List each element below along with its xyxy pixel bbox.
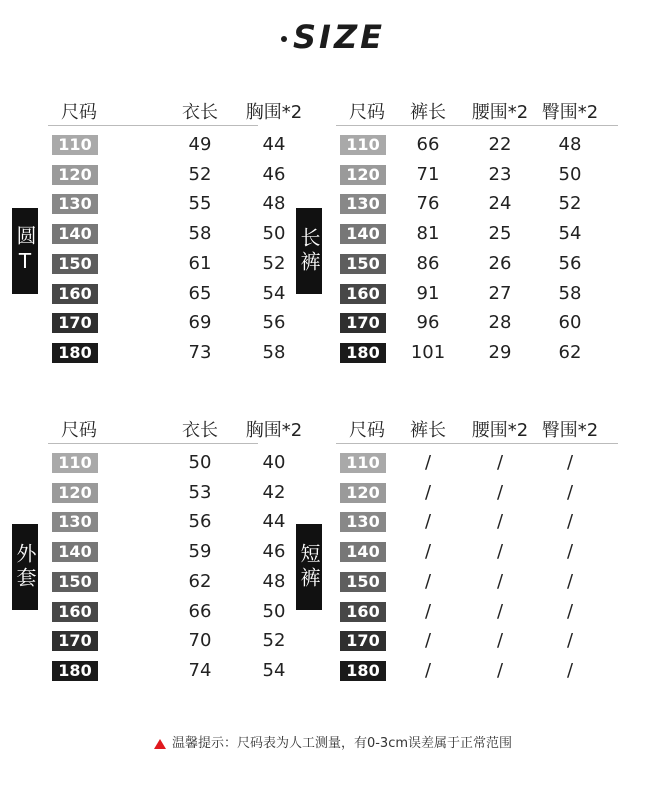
- size-badge: 130: [52, 194, 98, 214]
- note-text: 温馨提示：尺码表为人工测量，有0-3cm误差属于正常范围: [171, 736, 513, 751]
- column-header: 胸围*2: [245, 102, 303, 123]
- header-divider: [336, 125, 618, 126]
- table-row: [52, 658, 286, 688]
- category-label: [12, 524, 38, 610]
- column-header: 裤长: [410, 102, 446, 123]
- table-cell: 62: [188, 570, 212, 592]
- size-badge: 110: [52, 453, 98, 473]
- table-cell: 56: [188, 511, 212, 533]
- table-cell: 46: [262, 541, 286, 563]
- category-label-text: 外套: [13, 543, 37, 591]
- title-text: SIZE: [292, 18, 385, 56]
- table-cell: 26: [488, 252, 512, 274]
- table-cell: 74: [188, 659, 212, 681]
- table-cell: /: [566, 541, 574, 563]
- table-row: [52, 480, 286, 510]
- table-row: [340, 340, 622, 370]
- category-label-text: 短裤: [297, 543, 321, 591]
- table-cell: 50: [262, 600, 286, 622]
- table-cell: 58: [262, 341, 286, 363]
- table-row: [52, 162, 286, 192]
- table-cell: /: [566, 570, 574, 592]
- table-row: [340, 281, 622, 311]
- page-title: [0, 18, 666, 56]
- table-cell: 52: [558, 193, 582, 215]
- table-row: [52, 569, 286, 599]
- table-cell: 44: [262, 511, 286, 533]
- table-row: [340, 569, 622, 599]
- table-cell: 59: [188, 541, 212, 563]
- table-cell: 48: [262, 570, 286, 592]
- table-cell: /: [424, 630, 432, 652]
- table-row: [340, 539, 622, 569]
- table-cell: 62: [558, 341, 582, 363]
- table-cell: 54: [262, 282, 286, 304]
- table-cell: /: [496, 511, 504, 533]
- size-badge: 150: [340, 254, 386, 274]
- size-badge: 170: [340, 631, 386, 651]
- category-label-text: 圆T: [13, 225, 37, 277]
- table-cell: /: [424, 600, 432, 622]
- column-header: 衣长: [182, 102, 218, 123]
- table-row: [52, 221, 286, 251]
- table-cell: /: [566, 659, 574, 681]
- table-row: [340, 450, 622, 480]
- category-label: [296, 208, 322, 294]
- table-cell: 44: [262, 134, 286, 155]
- table-cell: 91: [416, 282, 440, 304]
- table-cell: 50: [262, 223, 286, 245]
- table-row: [52, 191, 286, 221]
- table-row: [340, 628, 622, 658]
- table-row: [340, 599, 622, 629]
- table-cell: 27: [488, 282, 512, 304]
- table-cell: 70: [188, 630, 212, 652]
- table-row: [340, 191, 622, 221]
- table-cell: /: [496, 570, 504, 592]
- size-badge: 170: [52, 631, 98, 651]
- header-divider: [336, 443, 618, 444]
- table-cell: /: [566, 600, 574, 622]
- table-cell: 73: [188, 341, 212, 363]
- table-cell: 52: [188, 163, 212, 185]
- table-cell: /: [424, 570, 432, 592]
- size-badge: 120: [340, 165, 386, 185]
- table-row: [340, 658, 622, 688]
- column-header: 腰围*2: [471, 102, 529, 123]
- size-badge: 120: [52, 165, 98, 185]
- warning-triangle-icon: [154, 739, 166, 749]
- table-cell: /: [566, 630, 574, 652]
- table-cell: /: [496, 541, 504, 563]
- size-badge: 180: [340, 661, 386, 681]
- size-table-1: [52, 98, 303, 398]
- table-cell: /: [496, 481, 504, 503]
- table-row: [340, 480, 622, 510]
- table-cell: 58: [188, 223, 212, 245]
- table-row: [340, 251, 622, 281]
- table-cell: 42: [262, 481, 286, 503]
- size-badge: 180: [52, 661, 98, 681]
- table-cell: 48: [558, 134, 582, 155]
- column-header: 尺码: [349, 102, 385, 123]
- size-badge: 150: [52, 254, 98, 274]
- size-badge: 140: [340, 542, 386, 562]
- size-badge: 170: [52, 313, 98, 333]
- size-note: [0, 732, 666, 751]
- size-badge: 140: [340, 224, 386, 244]
- table-cell: 66: [416, 134, 440, 155]
- table-cell: 61: [188, 252, 212, 274]
- category-label: [296, 524, 322, 610]
- size-badge: 160: [52, 602, 98, 622]
- table-cell: 56: [558, 252, 582, 274]
- size-badge: 180: [52, 343, 98, 363]
- table-row: [52, 251, 286, 281]
- table-cell: 66: [188, 600, 212, 622]
- table-row: [52, 310, 286, 340]
- table-row: [52, 509, 286, 539]
- column-header: 尺码: [61, 420, 97, 441]
- size-table-2: [340, 98, 632, 398]
- size-badge: 140: [52, 224, 98, 244]
- table-cell: 65: [188, 282, 212, 304]
- column-header: 尺码: [61, 102, 97, 123]
- table-cell: /: [424, 511, 432, 533]
- category-label-text: 长裤: [297, 227, 321, 275]
- category-label: [12, 208, 38, 294]
- table-cell: /: [424, 541, 432, 563]
- table-cell: 49: [188, 134, 212, 155]
- size-badge: 150: [340, 572, 386, 592]
- column-header: 尺码: [349, 420, 385, 441]
- size-badge: 110: [340, 135, 386, 155]
- table-cell: 53: [188, 481, 212, 503]
- size-table-3: [52, 416, 303, 716]
- table-cell: /: [424, 452, 432, 473]
- table-cell: /: [424, 481, 432, 503]
- table-cell: 96: [416, 312, 440, 334]
- title-dot: [281, 36, 287, 42]
- table-cell: /: [566, 452, 574, 473]
- column-header: 臀围*2: [541, 420, 599, 441]
- size-badge: 150: [52, 572, 98, 592]
- size-badge: 130: [340, 512, 386, 532]
- column-header: 胸围*2: [245, 420, 303, 441]
- size-badge: 140: [52, 542, 98, 562]
- table-cell: /: [566, 511, 574, 533]
- table-cell: /: [424, 659, 432, 681]
- table-cell: 58: [558, 282, 582, 304]
- table-cell: 24: [488, 193, 512, 215]
- size-table-4: [340, 416, 632, 716]
- header-divider: [48, 125, 258, 126]
- table-cell: 50: [188, 452, 212, 473]
- table-cell: 55: [188, 193, 212, 215]
- table-row: [340, 310, 622, 340]
- table-cell: 54: [262, 659, 286, 681]
- table-cell: 81: [416, 223, 440, 245]
- table-row: [52, 628, 286, 658]
- table-cell: 22: [488, 134, 512, 155]
- table-row: [52, 450, 286, 480]
- table-row: [340, 221, 622, 251]
- table-cell: /: [496, 630, 504, 652]
- table-cell: 54: [558, 223, 582, 245]
- size-badge: 130: [340, 194, 386, 214]
- size-badge: 160: [340, 602, 386, 622]
- column-header: 裤长: [410, 420, 446, 441]
- table-cell: 28: [488, 312, 512, 334]
- table-cell: 60: [558, 312, 582, 334]
- column-header: 臀围*2: [541, 102, 599, 123]
- table-cell: /: [566, 481, 574, 503]
- table-cell: 40: [262, 452, 286, 473]
- size-badge: 110: [340, 453, 386, 473]
- table-cell: 101: [410, 341, 446, 363]
- size-badge: 120: [340, 483, 386, 503]
- table-row: [340, 132, 622, 162]
- table-cell: 23: [488, 163, 512, 185]
- table-cell: /: [496, 659, 504, 681]
- table-cell: 86: [416, 252, 440, 274]
- table-cell: 76: [416, 193, 440, 215]
- table-cell: 69: [188, 312, 212, 334]
- table-cell: 46: [262, 163, 286, 185]
- table-cell: 52: [262, 252, 286, 274]
- size-badge: 160: [340, 284, 386, 304]
- size-badge: 120: [52, 483, 98, 503]
- size-badge: 110: [52, 135, 98, 155]
- size-badge: 170: [340, 313, 386, 333]
- table-cell: 29: [488, 341, 512, 363]
- table-row: [52, 539, 286, 569]
- table-cell: 52: [262, 630, 286, 652]
- table-cell: /: [496, 600, 504, 622]
- table-row: [52, 599, 286, 629]
- column-header: 衣长: [182, 420, 218, 441]
- column-header: 腰围*2: [471, 420, 529, 441]
- table-row: [52, 132, 286, 162]
- table-cell: 56: [262, 312, 286, 334]
- table-row: [340, 162, 622, 192]
- table-row: [340, 509, 622, 539]
- size-badge: 160: [52, 284, 98, 304]
- table-cell: 50: [558, 163, 582, 185]
- header-divider: [48, 443, 258, 444]
- table-row: [52, 340, 286, 370]
- table-cell: 25: [488, 223, 512, 245]
- table-cell: /: [496, 452, 504, 473]
- table-cell: 71: [416, 163, 440, 185]
- table-cell: 48: [262, 193, 286, 215]
- size-badge: 180: [340, 343, 386, 363]
- size-badge: 130: [52, 512, 98, 532]
- table-row: [52, 281, 286, 311]
